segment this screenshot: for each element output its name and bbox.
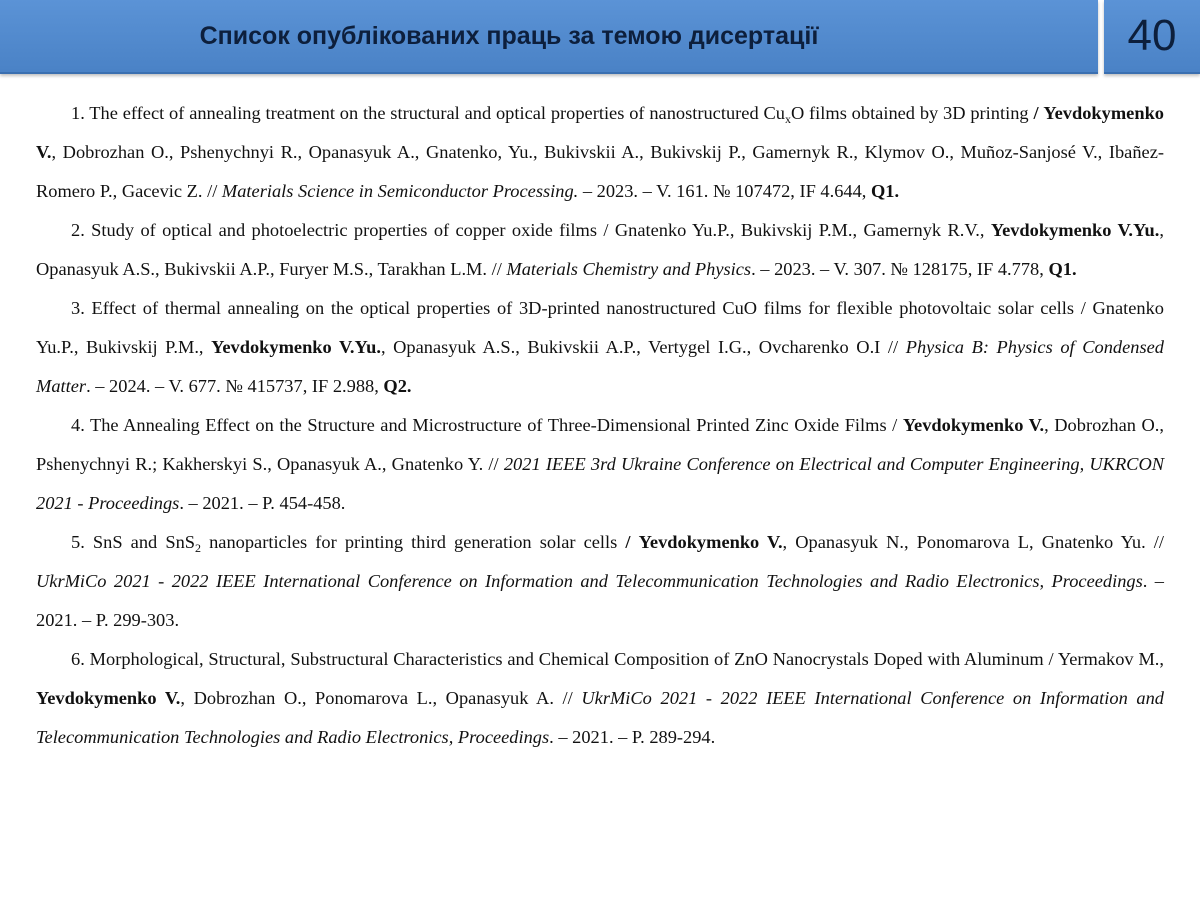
entry-text: , Opanasyuk A.S., Bukivskii A.P., Vertygel I.G., Ovcharenko O.I // [380, 337, 906, 357]
publication-entry-6 [36, 640, 1164, 757]
subscript: 2 [195, 541, 201, 555]
entry-text: 4. The Annealing Effect on the Structure and Microstructure of Three-Dimensional Printed Zinc Oxide Films / [71, 415, 903, 435]
journal-name: UkrMiCo 2021 - 2022 IEEE International Conference on Information and Telecommunication Technologies and Radio Electronics, Proceedings [36, 688, 1164, 747]
entry-text: . – 2023. – V. 307. № 128175, IF 4.778, [751, 259, 1049, 279]
slide-title: Список опублікованих праць за темою дисертації [199, 21, 819, 50]
journal-name: Materials Science in Semiconductor Processing. [221, 181, 579, 201]
entry-text: , Dobrozhan O., Ponomarova L., Opanasyuk A. // [180, 688, 582, 708]
publication-entry-4 [36, 406, 1164, 523]
entry-text: , Dobrozhan O., Pshenychnyi R., Opanasyuk A., Gnatenko, Yu., Bukivskii A., Bukivskij P., Gamernyk R., Klymov O., Muñoz-Sanjosé V., Ibañez-Romero P., Gacevic Z. // [36, 142, 1164, 201]
publication-entry-1 [36, 94, 1164, 211]
publication-list [36, 94, 1164, 757]
publication-entry-5 [36, 523, 1164, 640]
title-bar [0, 0, 1098, 74]
entry-text: 6. Morphological, Structural, Substructural Characteristics and Chemical Composition of ZnO Nanocrystals Doped with Aluminum / Yermakov M., [71, 649, 1164, 669]
journal-name: 2021 IEEE 3rd Ukraine Conference on Electrical and Computer Engineering, UKRCON 2021 - Proceedings [36, 454, 1164, 513]
separator: / [1033, 103, 1039, 123]
author-highlight: Yevdokymenko V.Yu. [990, 220, 1160, 240]
entry-text: 1. The effect of annealing treatment on the structural and optical properties of nanostructured Cu [71, 103, 785, 123]
entry-text: O films obtained by 3D printing [790, 103, 1034, 123]
author-highlight: Yevdokymenko V. [36, 688, 181, 708]
separator: / [625, 532, 631, 552]
entry-text: , Opanasyuk A.S., Bukivskii A.P., Furyer M.S., Tarakhan L.M. // [36, 220, 1164, 279]
entry-text: . – 2021. – P. 454-458. [179, 493, 346, 513]
publication-entry-2 [36, 211, 1164, 289]
entry-text: . – 2021. – P. 289-294. [549, 727, 716, 747]
entry-text: 2. Study of optical and photoelectric properties of copper oxide films / Gnatenko Yu.P., Bukivskij P.M., Gamernyk R.V., [71, 220, 991, 240]
journal-name: Materials Chemistry and Physics [506, 259, 752, 279]
author-highlight: Yevdokymenko V. [902, 415, 1045, 435]
entry-text: – 2023. – V. 161. № 107472, IF 4.644, [578, 181, 871, 201]
author-highlight: Yevdokymenko V. [638, 532, 783, 552]
entry-text: , Dobrozhan O., Pshenychnyi R.; Kakherskyi S., Opanasyuk A., Gnatenko Y. // [36, 415, 1164, 474]
journal-name: UkrMiCo 2021 - 2022 IEEE International Conference on Information and Telecommunication Technologies and Radio Electronics, Proceedings [36, 571, 1143, 591]
quartile-badge: Q1. [1048, 259, 1077, 279]
entry-text: 3. Effect of thermal annealing on the optical properties of 3D-printed nanostructured CuO films for flexible photovoltaic solar cells / Gnatenko Yu.P., Bukivskij P.M., [36, 298, 1164, 357]
journal-name: Physica B: Physics of Condensed Matter [36, 337, 1164, 396]
entry-text: . – 2021. – P. 299-303. [36, 571, 1164, 630]
page-number: 40 [1127, 11, 1177, 60]
subscript: x [784, 112, 791, 126]
entry-text: 5. SnS and SnS [71, 532, 195, 552]
quartile-badge: Q1. [871, 181, 900, 201]
entry-text: nanoparticles for printing third generation solar cells [201, 532, 626, 552]
author-highlight: Yevdokymenko V.Yu. [211, 337, 381, 357]
publication-entry-3 [36, 289, 1164, 406]
entry-text: . – 2024. – V. 677. № 415737, IF 2.988, [86, 376, 384, 396]
page-number-box [1104, 0, 1200, 74]
quartile-badge: Q2. [383, 376, 412, 396]
entry-text: , Opanasyuk N., Ponomarova L, Gnatenko Yu. // [782, 532, 1165, 552]
author-highlight: Yevdokymenko V. [36, 103, 1164, 162]
